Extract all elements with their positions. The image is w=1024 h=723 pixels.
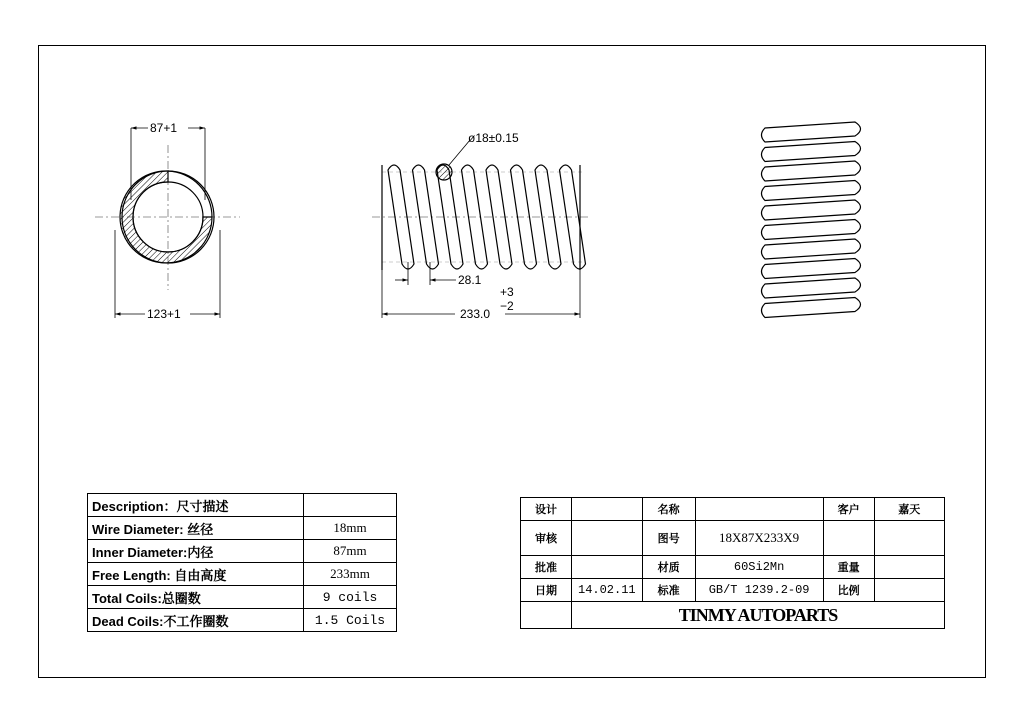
date-value: 14.02.11: [572, 579, 643, 602]
side-view: [372, 131, 590, 321]
inner-width-dim: 87+1: [150, 121, 178, 135]
standard-label: 标准: [642, 579, 695, 602]
spec-value: 87mm: [304, 540, 397, 563]
drawing-no-label: 图号: [642, 521, 695, 556]
review-label: 审核: [521, 521, 572, 556]
coil-profile-turn: [762, 161, 861, 181]
spec-row: [88, 586, 397, 609]
weight-label: 重量: [823, 556, 874, 579]
pitch-dim: 28.1: [458, 273, 482, 287]
end-view: [95, 121, 240, 321]
coil-profile-turn: [762, 298, 861, 318]
title-block: [520, 497, 945, 629]
spec-row: [88, 563, 397, 586]
standard-value: GB/T 1239.2-09: [695, 579, 823, 602]
spec-label: Wire Diameter: 丝径: [88, 517, 304, 540]
coil-profile-turn: [762, 200, 861, 220]
spec-value: 233mm: [304, 563, 397, 586]
drawing-number: 18X87X233X9: [695, 521, 823, 556]
spec-row: [88, 517, 397, 540]
coil-profile-turn: [762, 122, 861, 142]
design-label: 设计: [521, 498, 572, 521]
approve-label: 批准: [521, 556, 572, 579]
material-value: 60Si2Mn: [695, 556, 823, 579]
coil-profile-turn: [762, 142, 861, 162]
scale-label: 比例: [823, 579, 874, 602]
spec-header: Description：尺寸描述: [88, 494, 304, 517]
wire-diameter-dim: ø18±0.15: [468, 131, 519, 145]
spec-table: [87, 493, 397, 632]
coil-profile-turn: [762, 278, 861, 298]
company-name: TINMY AUTOPARTS: [572, 602, 945, 629]
spec-label: Dead Coils:不工作圈数: [88, 609, 304, 632]
material-label: 材质: [642, 556, 695, 579]
free-length-dim: 233.0: [460, 307, 491, 321]
coil-profile-view: [762, 122, 861, 318]
spec-row: [88, 540, 397, 563]
customer-label: 客户: [823, 498, 874, 521]
spec-value: 18mm: [304, 517, 397, 540]
tolerance-upper: +3: [500, 285, 514, 299]
spec-label: Inner Diameter:内径: [88, 540, 304, 563]
spec-label: Total Coils:总圈数: [88, 586, 304, 609]
coil-profile-turn: [762, 259, 861, 279]
wire-section-hatched: [436, 164, 452, 180]
spec-value: 9 coils: [304, 586, 397, 609]
name-label: 名称: [642, 498, 695, 521]
coil-profile-turn: [762, 239, 861, 259]
coil-profile-turn: [762, 181, 861, 201]
customer-value: 嘉天: [874, 498, 944, 521]
outer-width-dim: 123+1: [147, 307, 181, 321]
spec-label: Free Length: 自由高度: [88, 563, 304, 586]
tolerance-lower: −2: [500, 299, 514, 313]
spec-row: [88, 609, 397, 632]
date-label: 日期: [521, 579, 572, 602]
spec-header-row: [88, 494, 397, 517]
spec-value: 1.5 Coils: [304, 609, 397, 632]
coil-profile-turn: [762, 220, 861, 240]
